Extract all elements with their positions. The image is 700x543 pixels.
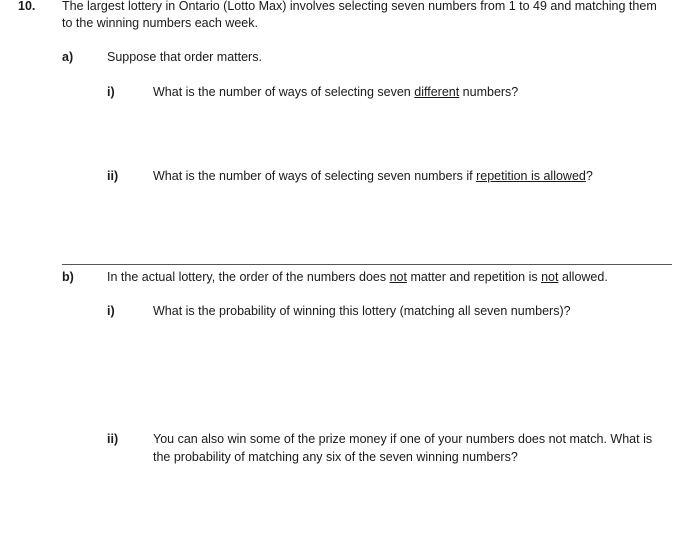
part-a-i-question [153,84,518,101]
part-b-ii-question-line-1: You can also win some of the prize money if one of your numbers does not match. What is [153,432,653,446]
part-b-intro-emphasis-2: not [541,270,559,284]
part-a-i-text-pre: What is the number of ways of selecting seven [153,85,415,99]
part-a-ii-emphasis: repetition is allowed [476,169,586,183]
part-b-intro [107,269,608,286]
question-stem-line-1: The largest lottery in Ontario (Lotto Max) involves selecting seven numbers from 1 to 49 and matching them [62,0,657,13]
part-a-i-text-post: numbers? [459,85,519,99]
part-a-label: a) [62,50,74,64]
question-stem-line-2: to the winning numbers each week. [62,16,258,30]
part-a-ii-question [153,168,593,185]
part-b-ii-label: ii) [107,432,119,446]
part-a-i-label: i) [107,85,115,99]
section-divider [62,264,672,265]
part-a-ii-label: ii) [107,169,119,183]
part-b-ii-question-line-2: the probability of matching any six of the seven winning numbers? [153,450,518,464]
question-number: 10. [18,0,36,13]
part-b-intro-pre: In the actual lottery, the order of the numbers does [107,270,390,284]
part-b-intro-mid: matter and repetition is [406,270,542,284]
part-a-intro: Suppose that order matters. [107,50,262,64]
part-b-i-label: i) [107,304,115,318]
part-a-ii-text-pre: What is the number of ways of selecting seven numbers if [153,169,477,183]
part-a-ii-text-post: ? [585,169,593,183]
part-a-i-emphasis: different [414,85,460,99]
part-b-intro-post: allowed. [558,270,608,284]
part-b-i-question: What is the probability of winning this lottery (matching all seven numbers)? [153,304,571,318]
part-b-label: b) [62,270,74,284]
part-b-intro-emphasis-1: not [389,270,407,284]
